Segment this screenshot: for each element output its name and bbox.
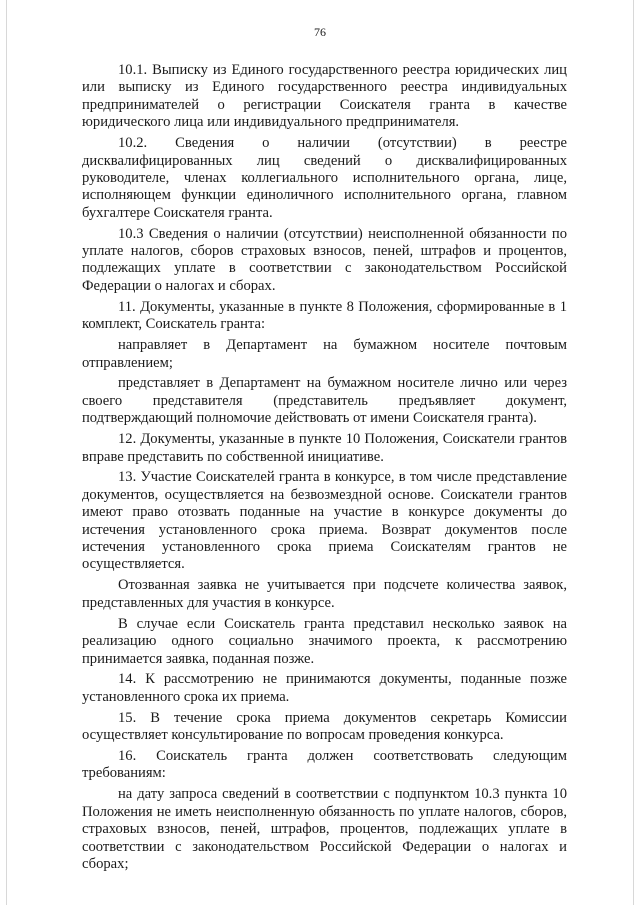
paragraph-10-1: 10.1. Выписку из Единого государственного реестра юридических лиц или выписку из Единого государственного реестра индивидуальных предпринимателей о регистрации Соискателя гранта в качестве юридического лица или индивидуального предпринимателя.: [82, 62, 567, 131]
document-body: [82, 62, 567, 877]
scan-edge-right: [633, 0, 634, 905]
paragraph-13: 13. Участие Соискателей гранта в конкурсе, в том числе представление документов, осуществляется на безвозмездной основе. Соискатели грантов имеют право отозвать поданные на участие в конкурсе документы до истечения установленного срока приема. Возврат документов после истечения установленного срока приема Соискателям грантов не осуществляется.: [82, 469, 567, 573]
paragraph-10-2: 10.2. Сведения о наличии (отсутствии) в реестре дисквалифицированных лиц сведений о дисквалифицированных руководителе, членах коллегиального исполнительного органа, лице, исполняющем функции единоличного исполнительного органа, главном бухгалтере Соискателя гранта.: [82, 135, 567, 221]
paragraph-15: 15. В течение срока приема документов секретарь Комиссии осуществляет консультирование по вопросам проведения конкурса.: [82, 709, 567, 744]
paragraph-11-mail: направляет в Департамент на бумажном носителе почтовым отправлением;: [82, 337, 567, 371]
scan-edge-left: [6, 0, 7, 905]
paragraph-14: 14. К рассмотрению не принимаются документы, поданные позже установленного срока их приема.: [82, 671, 567, 705]
paragraph-16: 16. Соискатель гранта должен соответствовать следующим требованиям:: [82, 748, 567, 782]
paragraph-11: 11. Документы, указанные в пункте 8 Положения, сформированные в 1 комплект, Соискатель гранта:: [82, 298, 567, 333]
paragraph-12: 12. Документы, указанные в пункте 10 Положения, Соискатели грантов вправе представить по собственной инициативе.: [82, 431, 567, 465]
paragraph-11-in-person: представляет в Департамент на бумажном носителе лично или через своего представителя (представитель предъявляет документ, подтверждающий полномочие действовать от имени Соискателя гранта).: [82, 375, 567, 427]
paragraph-10-3: 10.3 Сведения о наличии (отсутствии) неисполненной обязанности по уплате налогов, сборов страховых взносов, пеней, штрафов и процентов, подлежащих уплате в соответствии с законодательством Российской Федерации о налогах и сборах.: [82, 225, 567, 294]
page-number: 76: [314, 25, 326, 39]
paragraph-13-multiple: В случае если Соискатель гранта представил несколько заявок на реализацию одного социально значимого проекта, к рассмотрению принимается заявка, поданная позже.: [82, 615, 567, 667]
paragraph-13-withdrawn: Отозванная заявка не учитывается при подсчете количества заявок, представленных для участия в конкурсе.: [82, 577, 567, 611]
paragraph-16-requirement: на дату запроса сведений в соответствии с подпунктом 10.3 пункта 10 Положения не иметь неисполненную обязанность по уплате налогов, сборов, страховых взносов, пеней, штрафов, процентов, подлежащих уплате в соответствии с законодательством Российской Федерации о налогах и сборах;: [82, 786, 567, 872]
